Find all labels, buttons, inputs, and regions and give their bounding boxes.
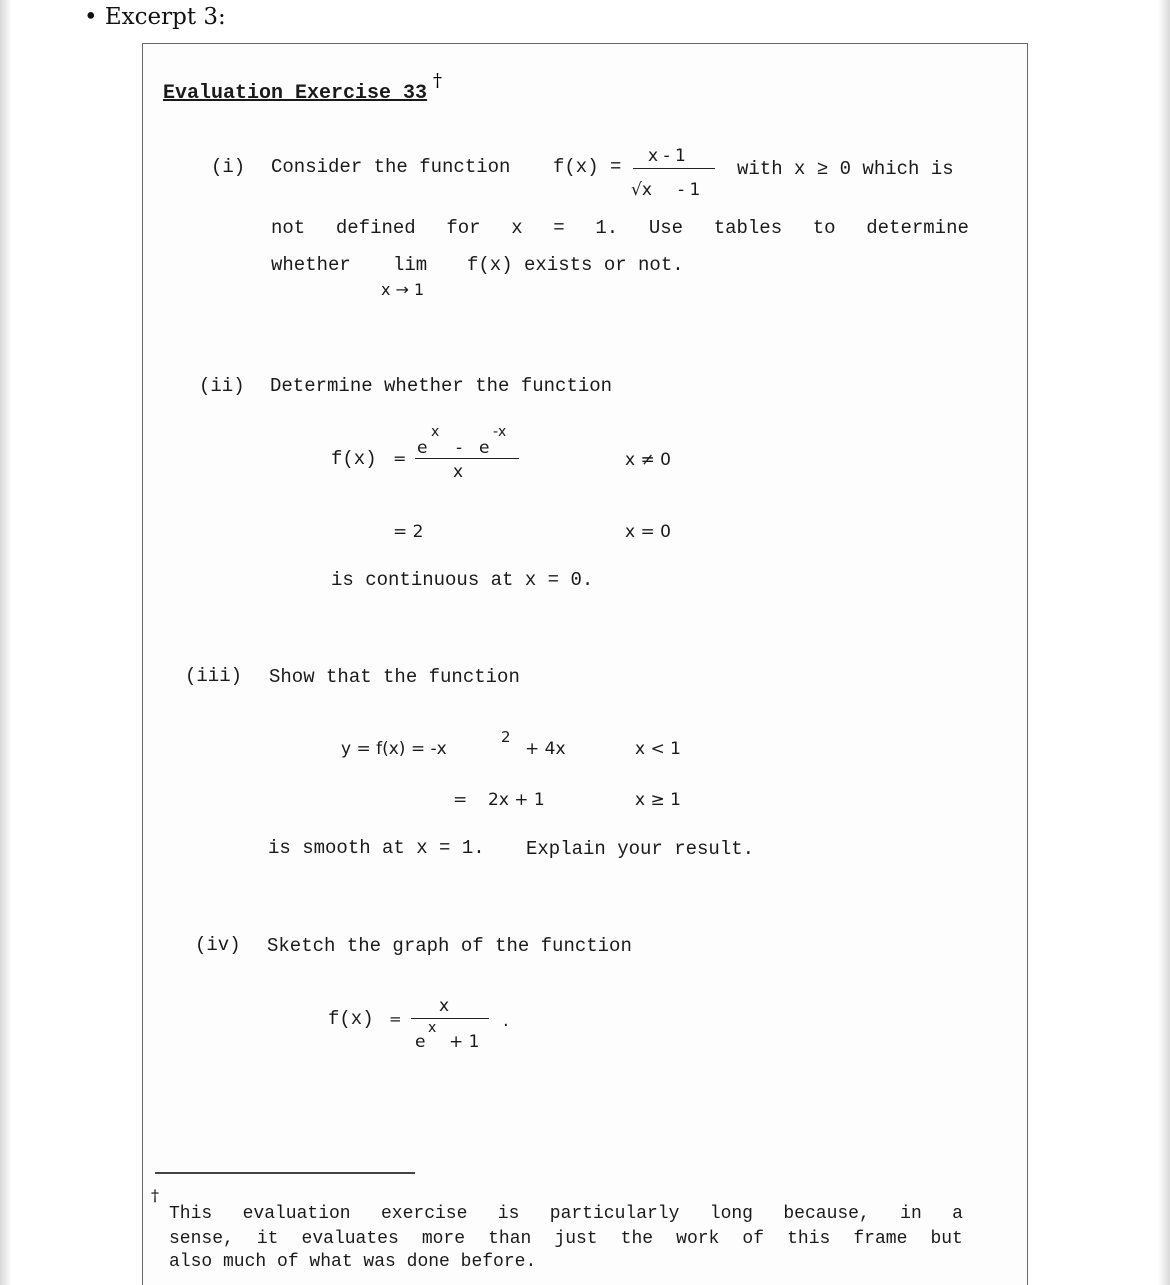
part-iii-conclusion-b: Explain your result. bbox=[526, 838, 755, 860]
word: tables bbox=[713, 217, 783, 239]
word: more bbox=[421, 1229, 466, 1249]
word: defined bbox=[335, 217, 416, 239]
exercise-title: Evaluation Exercise 33 bbox=[163, 82, 428, 105]
word: just bbox=[554, 1229, 598, 1249]
part-iv-den-rest: + 1 bbox=[449, 1032, 480, 1052]
part-iii-condition-2: x ≥ 1 bbox=[635, 790, 681, 810]
part-ii-num-exp2: -x bbox=[493, 424, 507, 440]
page-right-shadow bbox=[1158, 0, 1170, 1285]
part-iv-equals: = bbox=[389, 1010, 402, 1028]
footnote-line-3: also much of what was done before. bbox=[169, 1252, 537, 1272]
word: the bbox=[620, 1229, 654, 1249]
word: x bbox=[511, 217, 523, 239]
word: determine bbox=[866, 217, 969, 239]
part-i-number: (i) bbox=[211, 156, 246, 178]
part-iv-den-exp: x bbox=[428, 1020, 437, 1036]
word: a bbox=[952, 1204, 963, 1224]
word: of bbox=[742, 1229, 765, 1249]
word: evaluates bbox=[301, 1229, 399, 1249]
part-iv-den-e: e bbox=[415, 1032, 426, 1052]
part-iii-intro: Show that the function bbox=[269, 666, 520, 688]
part-i-fx: f(x) = bbox=[553, 156, 622, 178]
part-iii-equals-2: = bbox=[453, 790, 468, 810]
word: long bbox=[709, 1204, 753, 1224]
excerpt-heading bbox=[84, 4, 226, 30]
part-iii-square: 2 bbox=[501, 728, 511, 746]
part-i-line3-a: whether bbox=[271, 254, 351, 276]
part-i-denominator-sqrt: √x bbox=[631, 180, 652, 200]
part-iv-period: . bbox=[503, 1010, 509, 1031]
part-iii-conclusion-a: is smooth at x = 1. bbox=[268, 837, 485, 859]
part-iv-intro: Sketch the graph of the function bbox=[267, 935, 632, 957]
part-ii-fraction-bar bbox=[415, 458, 519, 459]
word: 1. bbox=[595, 217, 619, 239]
part-ii-case-2: = 2 bbox=[393, 522, 424, 542]
scanned-page-frame bbox=[142, 43, 1028, 1285]
word: this bbox=[787, 1229, 831, 1249]
part-iii-number: (iii) bbox=[185, 665, 243, 687]
part-ii-condition-1: x ≠ 0 bbox=[625, 450, 671, 470]
bullet: • bbox=[84, 4, 98, 30]
part-ii-number: (ii) bbox=[199, 375, 245, 397]
part-ii-condition-2: x = 0 bbox=[625, 522, 671, 542]
footnote-line-1 bbox=[169, 1204, 963, 1224]
word: for bbox=[446, 217, 481, 239]
part-i-lim: lim bbox=[393, 254, 428, 276]
part-i-lim-subscript: x → 1 bbox=[381, 280, 425, 299]
part-iii-expr1: y = f(x) = -x bbox=[341, 739, 447, 759]
part-i-intro: Consider the function bbox=[271, 156, 511, 178]
word: particularly bbox=[549, 1204, 680, 1224]
part-i-line3-b: f(x) exists or not. bbox=[467, 254, 684, 276]
part-i-denominator-rest: - 1 bbox=[678, 180, 701, 200]
word: work bbox=[676, 1229, 720, 1249]
part-i-fraction-bar bbox=[633, 168, 715, 169]
part-i-numerator: x - 1 bbox=[648, 146, 686, 166]
part-i-line2 bbox=[271, 217, 969, 239]
excerpt-label: Excerpt 3: bbox=[104, 4, 226, 30]
part-ii-num-e1: e bbox=[417, 438, 428, 458]
word: in bbox=[900, 1204, 922, 1224]
word: not bbox=[271, 217, 306, 239]
part-iv-number: (iv) bbox=[195, 934, 241, 956]
part-iii-plus-4x: + 4x bbox=[525, 739, 566, 759]
page-left-shadow bbox=[0, 0, 12, 1285]
part-ii-intro: Determine whether the function bbox=[270, 375, 613, 397]
word: to bbox=[812, 217, 836, 239]
word: sense, bbox=[169, 1229, 234, 1249]
word: because, bbox=[783, 1204, 870, 1224]
word: = bbox=[553, 217, 565, 239]
word: evaluation bbox=[242, 1204, 351, 1224]
part-ii-num-minus: - bbox=[456, 438, 463, 458]
part-ii-fx: f(x) bbox=[331, 448, 377, 470]
part-ii-num-e2: e bbox=[479, 438, 490, 458]
word: Use bbox=[648, 217, 684, 239]
footnote-line-2 bbox=[169, 1229, 963, 1249]
part-iv-numerator: x bbox=[439, 996, 450, 1016]
part-ii-num-exp1: x bbox=[431, 424, 440, 440]
word: This bbox=[169, 1204, 213, 1224]
part-iii-expr2: 2x + 1 bbox=[488, 790, 545, 810]
word: exercise bbox=[381, 1204, 468, 1224]
footnote-rule bbox=[155, 1172, 415, 1174]
word: it bbox=[256, 1229, 279, 1249]
part-iv-fx: f(x) bbox=[328, 1008, 374, 1030]
word: but bbox=[930, 1229, 963, 1249]
word: than bbox=[488, 1229, 532, 1249]
word: is bbox=[497, 1204, 520, 1224]
part-ii-conclusion: is continuous at x = 0. bbox=[331, 569, 594, 591]
part-ii-equals: = bbox=[393, 449, 407, 468]
part-ii-denominator: x bbox=[453, 462, 464, 482]
part-i-tail: with x ≥ 0 which is bbox=[737, 158, 954, 180]
title-dagger: † bbox=[433, 70, 442, 91]
footnote-dagger: † bbox=[151, 1186, 159, 1205]
part-iii-condition-1: x < 1 bbox=[635, 739, 681, 759]
word: frame bbox=[853, 1229, 908, 1249]
part-iv-fraction-bar bbox=[411, 1018, 489, 1019]
